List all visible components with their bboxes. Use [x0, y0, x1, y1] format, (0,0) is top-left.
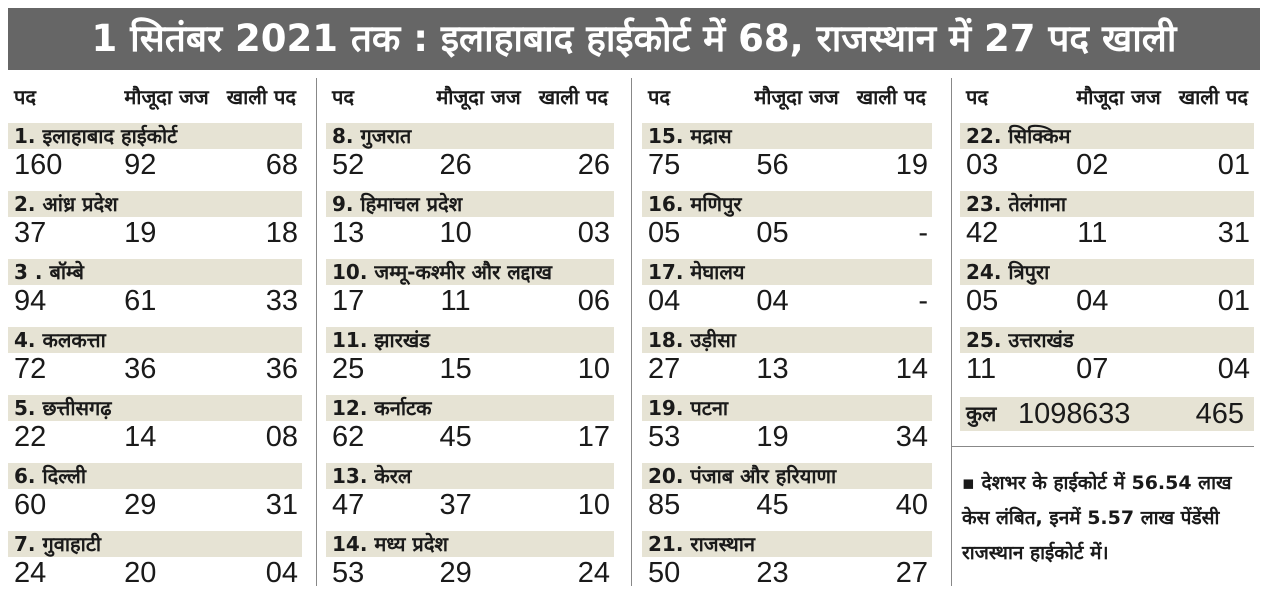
row-values	[642, 489, 932, 522]
current-judges: 37	[439, 489, 472, 521]
current-judges: 56	[756, 149, 789, 181]
current-judges: 13	[756, 353, 789, 385]
column-3	[642, 78, 932, 594]
court-name: 17. मेघालय	[642, 259, 932, 285]
court-name: 5. छत्तीसगढ़	[8, 395, 302, 421]
current-judges: 26	[439, 149, 472, 181]
vacant-posts: 33	[265, 285, 298, 317]
sanctioned-posts: 85	[648, 489, 681, 521]
current-judges: 11	[1077, 217, 1108, 249]
row-values	[642, 557, 932, 590]
row-values	[326, 217, 614, 250]
vacant-posts: 01	[1217, 285, 1250, 317]
sanctioned-posts: 13	[332, 217, 365, 249]
row-values	[960, 353, 1254, 386]
column-divider	[316, 78, 317, 586]
table-row	[960, 318, 1254, 386]
vacant-posts: -	[918, 217, 928, 249]
row-values	[326, 557, 614, 590]
court-name: 15. मद्रास	[642, 123, 932, 149]
header-pad: पद	[332, 84, 354, 109]
row-values	[8, 353, 302, 386]
row-values	[8, 557, 302, 590]
court-name: 14. मध्य प्रदेश	[326, 531, 614, 557]
vacant-posts: 08	[265, 421, 298, 453]
sanctioned-posts: 27	[648, 353, 681, 385]
current-judges: 04	[756, 285, 789, 317]
total-row	[960, 397, 1254, 431]
header-vacant-posts: खाली पद	[1178, 84, 1248, 109]
court-name: 3 . बॉम्बे	[8, 259, 302, 285]
row-values	[8, 217, 302, 250]
current-judges: 45	[439, 421, 472, 453]
current-judges: 29	[439, 557, 472, 589]
table-row	[326, 454, 614, 522]
column-1	[8, 78, 302, 594]
vacant-posts: 19	[895, 149, 928, 181]
current-judges: 45	[756, 489, 789, 521]
row-values	[326, 149, 614, 182]
current-judges: 04	[1076, 285, 1109, 317]
table-row	[642, 454, 932, 522]
table-row	[8, 386, 302, 454]
sanctioned-posts: 22	[14, 421, 47, 453]
sanctioned-posts: 160	[14, 149, 63, 181]
vacant-posts: -	[918, 285, 928, 317]
header-vacant-posts: खाली पद	[538, 84, 608, 109]
current-judges: 19	[756, 421, 789, 453]
court-name: 18. उड़ीसा	[642, 327, 932, 353]
sanctioned-posts: 75	[648, 149, 681, 181]
column-headers	[326, 78, 614, 114]
current-judges: 36	[124, 353, 157, 385]
sanctioned-posts: 05	[648, 217, 681, 249]
court-name: 25. उत्तराखंड	[960, 327, 1254, 353]
current-judges: 92	[124, 149, 157, 181]
vacant-posts: 26	[577, 149, 610, 181]
current-judges: 05	[756, 217, 789, 249]
table-row	[8, 250, 302, 318]
table-row	[326, 250, 614, 318]
current-judges: 11	[440, 285, 471, 317]
header-vacant-posts: खाली पद	[856, 84, 926, 109]
vacant-posts: 10	[577, 353, 610, 385]
table-row	[642, 386, 932, 454]
court-name: 20. पंजाब और हरियाणा	[642, 463, 932, 489]
vacant-posts: 34	[895, 421, 928, 453]
vacant-posts: 04	[265, 557, 298, 589]
table-row	[326, 318, 614, 386]
column-headers	[960, 78, 1254, 114]
current-judges: 14	[124, 421, 157, 453]
court-name: 24. त्रिपुरा	[960, 259, 1254, 285]
row-values	[8, 285, 302, 318]
column-2	[326, 78, 614, 594]
court-name: 13. केरल	[326, 463, 614, 489]
total-posts: 1098	[1018, 398, 1083, 430]
court-name: 21. राजस्थान	[642, 531, 932, 557]
row-values	[8, 149, 302, 182]
vacant-posts: 04	[1217, 353, 1250, 385]
current-judges: 15	[439, 353, 472, 385]
column-divider	[631, 78, 632, 586]
vacant-posts: 68	[265, 149, 298, 181]
row-values	[642, 353, 932, 386]
sanctioned-posts: 04	[648, 285, 681, 317]
table-row	[8, 454, 302, 522]
table-row	[642, 250, 932, 318]
vacant-posts: 36	[265, 353, 298, 385]
total-vacant-posts: 465	[1195, 398, 1244, 430]
column-headers	[8, 78, 302, 114]
row-values	[642, 285, 932, 318]
court-name: 23. तेलंगाना	[960, 191, 1254, 217]
row-values	[326, 489, 614, 522]
table-row	[326, 522, 614, 590]
current-judges: 23	[756, 557, 789, 589]
sanctioned-posts: 25	[332, 353, 365, 385]
court-name: 2. आंध्र प्रदेश	[8, 191, 302, 217]
header-pad: पद	[648, 84, 670, 109]
total-current-judges: 633	[1082, 398, 1131, 430]
vacant-posts: 03	[577, 217, 610, 249]
sanctioned-posts: 94	[14, 285, 47, 317]
current-judges: 29	[124, 489, 157, 521]
header-current-judges: मौजूदा जज	[754, 84, 839, 109]
sanctioned-posts: 50	[648, 557, 681, 589]
table-row	[326, 114, 614, 182]
current-judges: 02	[1076, 149, 1109, 181]
court-name: 12. कर्नाटक	[326, 395, 614, 421]
table-row	[326, 386, 614, 454]
court-name: 19. पटना	[642, 395, 932, 421]
header-pad: पद	[14, 84, 36, 109]
sanctioned-posts: 24	[14, 557, 47, 589]
vacant-posts: 24	[577, 557, 610, 589]
court-name: 16. मणिपुर	[642, 191, 932, 217]
vacant-posts: 31	[1217, 217, 1250, 249]
row-values	[642, 421, 932, 454]
court-name: 4. कलकत्ता	[8, 327, 302, 353]
vacant-posts: 14	[895, 353, 928, 385]
column-headers	[642, 78, 932, 114]
table-row	[642, 114, 932, 182]
total-label: कुल	[966, 402, 997, 426]
table-row	[8, 318, 302, 386]
vacant-posts: 18	[265, 217, 298, 249]
row-values	[326, 353, 614, 386]
court-name: 8. गुजरात	[326, 123, 614, 149]
table-row	[960, 114, 1254, 182]
sanctioned-posts: 47	[332, 489, 365, 521]
sanctioned-posts: 53	[332, 557, 365, 589]
divider-line	[952, 446, 1254, 447]
column-divider	[951, 78, 952, 586]
row-values	[326, 421, 614, 454]
vacant-posts: 10	[577, 489, 610, 521]
vacant-posts: 17	[577, 421, 610, 453]
sanctioned-posts: 72	[14, 353, 47, 385]
sanctioned-posts: 03	[966, 149, 999, 181]
vacant-posts: 06	[577, 285, 610, 317]
vacant-posts: 40	[895, 489, 928, 521]
table-row	[960, 250, 1254, 318]
sanctioned-posts: 53	[648, 421, 681, 453]
page-title: 1 सितंबर 2021 तक : इलाहाबाद हाईकोर्ट में 68, राजस्थान में 27 पद खाली	[8, 8, 1260, 70]
vacant-posts: 27	[895, 557, 928, 589]
header-current-judges: मौजूदा जज	[124, 84, 209, 109]
court-name: 6. दिल्ली	[8, 463, 302, 489]
vacant-posts: 01	[1217, 149, 1250, 181]
sanctioned-posts: 11	[966, 353, 997, 385]
current-judges: 07	[1076, 353, 1109, 385]
table-row	[8, 182, 302, 250]
table-row	[642, 318, 932, 386]
table-row	[960, 182, 1254, 250]
sanctioned-posts: 52	[332, 149, 365, 181]
row-values	[960, 149, 1254, 182]
court-name: 11. झारखंड	[326, 327, 614, 353]
sanctioned-posts: 62	[332, 421, 365, 453]
court-name: 7. गुवाहाटी	[8, 531, 302, 557]
current-judges: 19	[124, 217, 157, 249]
table-row	[642, 182, 932, 250]
table-row	[642, 522, 932, 590]
court-name: 9. हिमाचल प्रदेश	[326, 191, 614, 217]
sanctioned-posts: 05	[966, 285, 999, 317]
header-current-judges: मौजूदा जज	[1076, 84, 1161, 109]
header-vacant-posts: खाली पद	[226, 84, 296, 109]
header-pad: पद	[966, 84, 988, 109]
court-name: 10. जम्मू-कश्मीर और लद्दाख	[326, 259, 614, 285]
row-values	[960, 217, 1254, 250]
current-judges: 20	[124, 557, 157, 589]
header-current-judges: मौजूदा जज	[436, 84, 521, 109]
current-judges: 61	[124, 285, 157, 317]
row-values	[642, 149, 932, 182]
row-values	[8, 489, 302, 522]
sanctioned-posts: 42	[966, 217, 999, 249]
footnote: ▪ देशभर के हाईकोर्ट में 56.54 लाख केस लंबित, इनमें 5.57 लाख पेंडेंसी राजस्थान हाईकोर्ट में।	[962, 472, 1232, 564]
court-name: 1. इलाहाबाद हाईकोर्ट	[8, 123, 302, 149]
table-row	[8, 522, 302, 590]
sanctioned-posts: 17	[332, 285, 365, 317]
sanctioned-posts: 37	[14, 217, 47, 249]
table-row	[8, 114, 302, 182]
current-judges: 10	[439, 217, 472, 249]
row-values	[642, 217, 932, 250]
sanctioned-posts: 60	[14, 489, 47, 521]
court-name: 22. सिक्किम	[960, 123, 1254, 149]
vacant-posts: 31	[265, 489, 298, 521]
table-row	[326, 182, 614, 250]
row-values	[960, 285, 1254, 318]
row-values	[326, 285, 614, 318]
row-values	[8, 421, 302, 454]
